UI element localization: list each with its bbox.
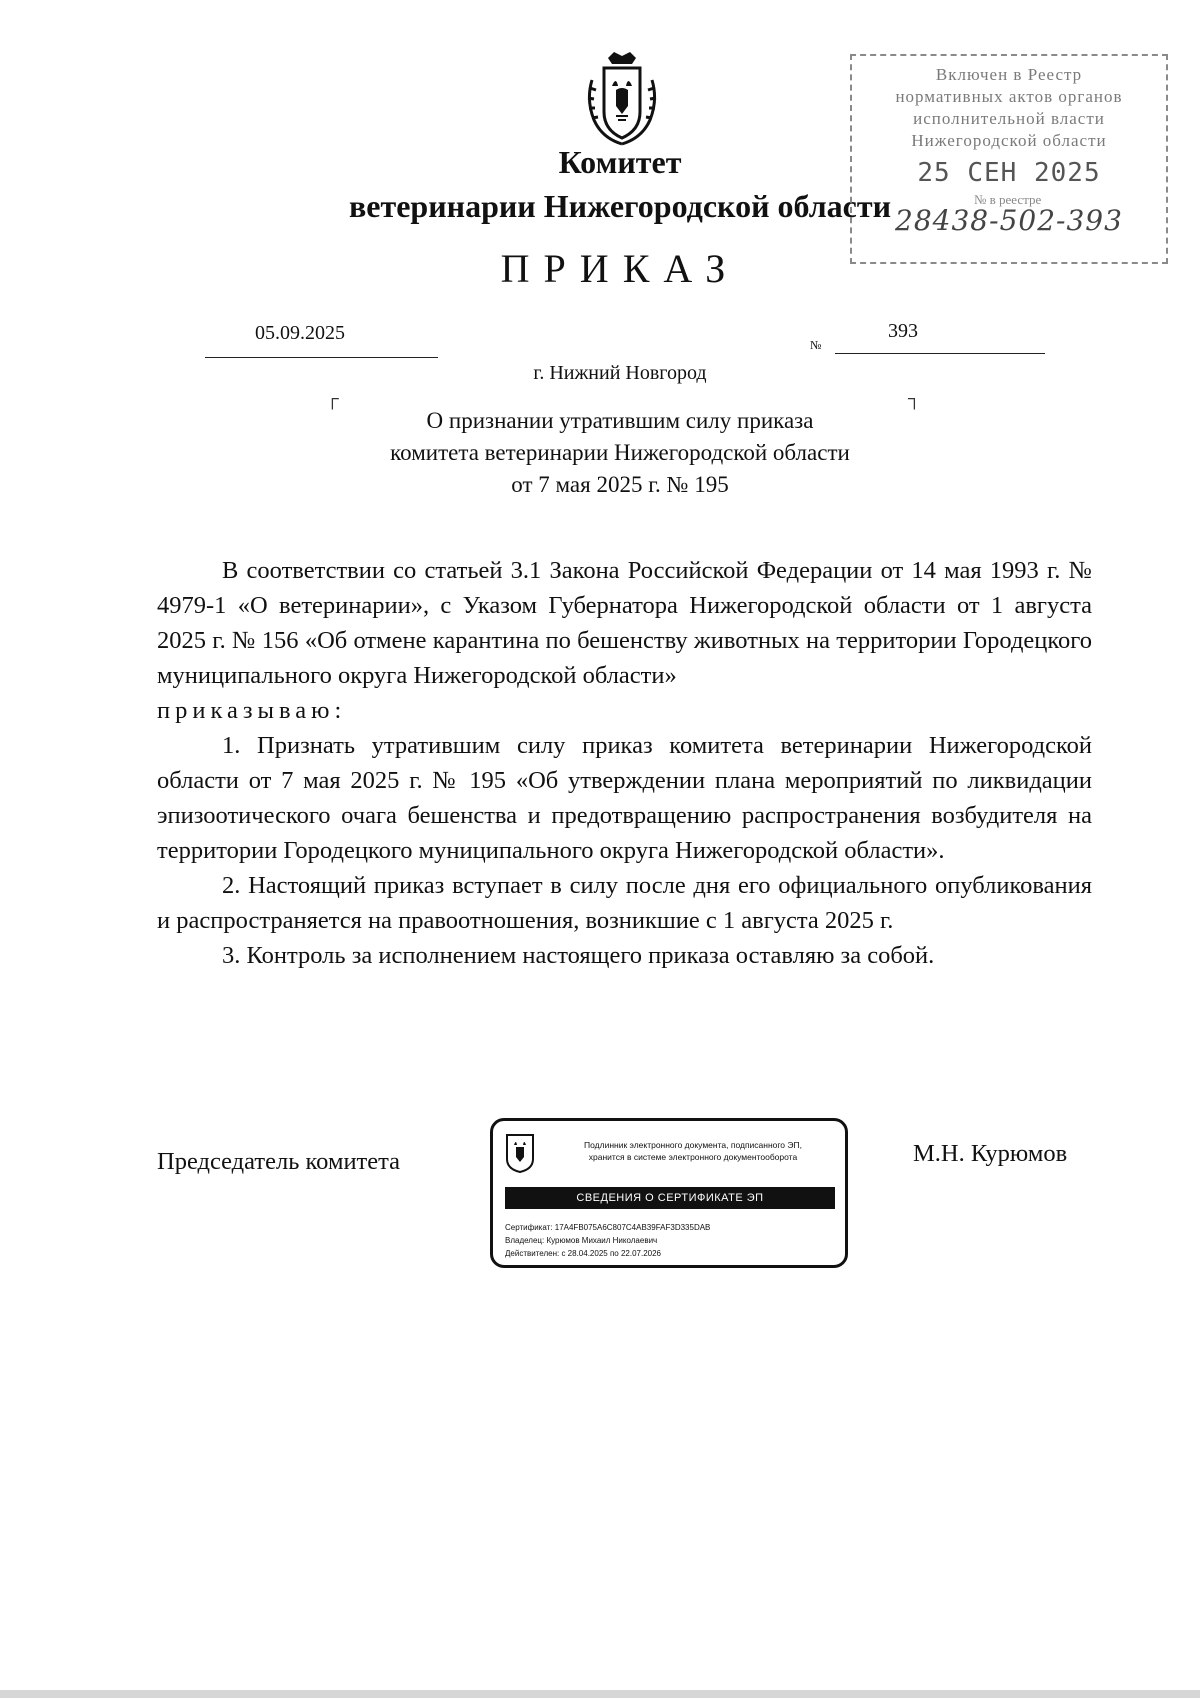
order-item-1: 1. Признать утратившим силу приказ комитета ветеринарии Нижегородской области от 7 мая 2025 г. № 195 «Об утверждении плана мероприятий по ликвидации эпизоотического очага бешенства и предотвращению распространения возбудителя на территории Городецкого муниципального округа Нижегородской области». [157,732,1092,864]
certificate-details [505,1221,710,1260]
order-word: приказываю: [157,697,347,724]
scan-bottom-edge [0,1690,1200,1698]
number-label: № [810,338,822,352]
org-title-line2: ветеринарии Нижегородской области [348,188,892,224]
certificate-note-line: хранится в системе электронного документооборота [588,1152,798,1162]
certificate-owner: Владелец: Курюмов Михаил Николаевич [505,1236,658,1245]
stamp-registry-number: 28438-502-393 [895,204,1123,237]
document-type: ПРИКАЗ [500,246,740,291]
document-subject [280,405,960,501]
subject-line: комитета ветеринарии Нижегородской области [390,440,850,465]
number-underline [835,353,1045,354]
certificate-note-line: Подлинник электронного документа, подписанного ЭП, [584,1140,802,1150]
city: г. Нижний Новгород [533,362,707,384]
certificate-validity: Действителен: с 28.04.2025 по 22.07.2026 [505,1249,661,1258]
corner-mark-left: ┌ [326,388,339,408]
preamble-paragraph: В соответствии со статьей 3.1 Закона Российской Федерации от 14 мая 1993 г. № 4979-1 «О ветеринарии», с Указом Губернатора Нижегородской области от 1 августа 2025 г. № 156 «Об отмене карантина по бешенству животных на территории Городецкого муниципального округа Нижегородской области» [157,557,1092,689]
document-date: 05.09.2025 [255,322,345,344]
e-signature-certificate [490,1118,848,1268]
registry-stamp [850,54,1168,264]
stamp-registry-label: № в реестре [974,192,1042,207]
certificate-note [548,1139,838,1163]
signer-title: Председатель комитета [157,1148,401,1175]
order-item-3: 3. Контроль за исполнением настоящего приказа оставляю за собой. [222,942,935,969]
order-item-2: 2. Настоящий приказ вступает в силу после дня его официального опубликования и распространяется на правоотношения, возникшие с 1 августа 2025 г. [157,872,1092,934]
subject-line: О признании утратившим силу приказа [426,408,814,433]
corner-mark-right: ┐ [908,388,921,408]
date-underline [205,357,438,358]
subject-line: от 7 мая 2025 г. № 195 [511,472,729,497]
document-number: 393 [888,320,918,342]
stamp-line: исполнительной власти [913,109,1105,128]
certificate-serial: Сертификат: 17A4FB075A6C807C4AB39FAF3D335DAB [505,1223,711,1232]
coat-of-arms-emblem [582,50,662,150]
signer-name: М.Н. Курюмов [913,1140,1068,1167]
org-title-line1: Комитет [558,144,682,180]
document-body [157,553,1092,973]
stamp-date: 25 СЕН 2025 [917,158,1101,188]
certificate-header-bar: СВЕДЕНИЯ О СЕРТИФИКАТЕ ЭП [505,1187,835,1209]
region-emblem-icon [505,1133,535,1173]
stamp-line: нормативных актов органов [895,87,1123,106]
stamp-line: Нижегородской области [911,131,1107,150]
stamp-line: Включен в Реестр [935,65,1083,84]
